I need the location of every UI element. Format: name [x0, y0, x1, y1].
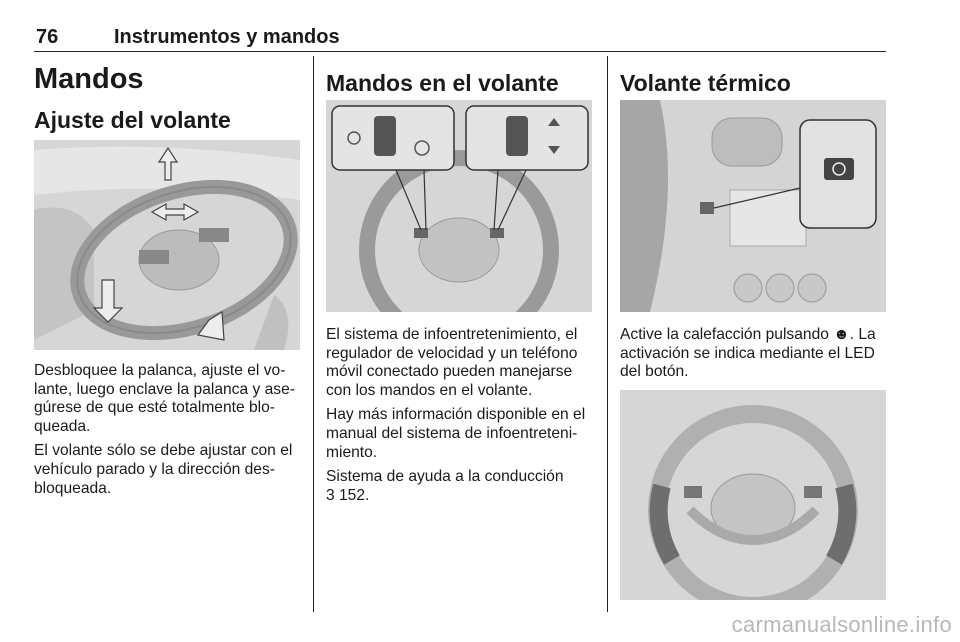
text-line: Sistema de ayuda a la conducción — [326, 468, 564, 486]
page-header — [34, 26, 886, 52]
section-heading: Mandos en el volante — [326, 70, 559, 96]
steering-wheel-controls-illustration — [326, 100, 592, 312]
text-line: Desbloquee la palanca, ajuste el vo- — [34, 362, 286, 379]
page-number: 76 — [36, 26, 59, 48]
text-line: bloqueada. — [34, 479, 112, 497]
controls-description — [326, 326, 596, 505]
text-line: regulador de velocidad y un teléfono — [326, 344, 578, 362]
steering-wheel-adjust-illustration — [34, 140, 300, 350]
text-line: móvil conectado pueden manejarse — [326, 363, 573, 381]
text-line: Active la calefacción pulsando ☻. La — [620, 326, 876, 343]
heated-steering-button-illustration — [620, 100, 886, 312]
column-divider — [607, 56, 608, 612]
watermark: carmanualsonline.info — [731, 612, 952, 637]
text-line: del botón. — [620, 363, 689, 381]
text-line: El sistema de infoentretenimiento, el — [326, 326, 578, 343]
page-reference: 3 152. — [326, 486, 370, 504]
text-line: activación se indica mediante el LED — [620, 344, 875, 362]
column-divider — [313, 56, 314, 612]
running-title: Instrumentos y mandos — [114, 26, 340, 48]
text-line: lante, luego enclave la palanca y ase- — [34, 380, 295, 398]
subsection-heading: Ajuste del volante — [34, 107, 231, 133]
text-line: miento. — [326, 443, 378, 461]
text-line: con los mandos en el volante. — [326, 381, 533, 399]
heated-wheel-description — [620, 326, 886, 382]
text-line: vehículo parado y la dirección des- — [34, 460, 275, 478]
text-line: manual del sistema de infoentreteni- — [326, 424, 578, 442]
section-heading: Mandos — [34, 63, 144, 95]
text-line: gúrese de que esté totalmente blo- — [34, 399, 275, 417]
heated-steering-wheel-illustration — [620, 390, 886, 600]
text-line: El volante sólo se debe ajustar con el — [34, 442, 293, 460]
section-heading: Volante térmico — [620, 70, 791, 96]
adjust-instructions — [34, 362, 300, 498]
text-line: Hay más información disponible en el — [326, 406, 586, 424]
text-line: queada. — [34, 417, 91, 435]
